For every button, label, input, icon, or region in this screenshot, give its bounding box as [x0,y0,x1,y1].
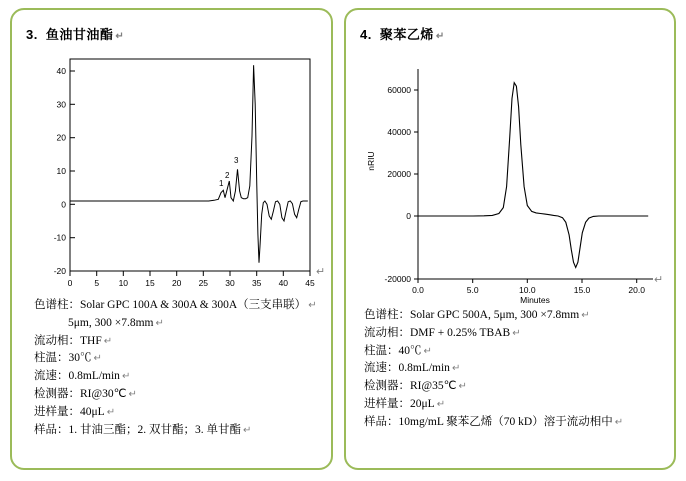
spec-label: 进样量： [364,398,410,411]
spec-row [364,378,664,396]
svg-text:30: 30 [225,278,235,288]
spec-label: 色谱柱： [34,299,80,311]
spec-label: 样品： [364,415,399,428]
spec-row [364,360,664,378]
spec-row [34,333,324,351]
svg-text:40: 40 [278,278,289,288]
svg-text:0: 0 [67,278,73,288]
chart-svg-right [358,51,663,303]
svg-text:-20000: -20000 [384,274,411,284]
spec-row [364,396,664,414]
y-axis-right [366,69,418,284]
panel-polystyrene [344,8,676,470]
spec-value: 20μL [410,398,435,411]
plot-frame [70,59,310,271]
pilcrow-mark: ↵ [436,399,446,411]
pilcrow-mark: ↵ [308,300,317,311]
svg-text:0: 0 [406,211,411,221]
spec-value: 5μm, 300 ×7.8mm [68,316,154,329]
spec-row [364,414,664,432]
spec-value: 40℃ [398,344,422,357]
svg-text:20: 20 [56,132,66,143]
x-axis-right [412,279,653,295]
pilcrow-mark: ↵ [121,371,131,383]
pilcrow-mark: ↵ [581,310,590,321]
pilcrow-mark: ↵ [458,381,467,393]
spec-row [34,368,324,386]
peak-label-2: 2 [225,171,230,180]
y-axis-title: nRIU [366,151,376,171]
spec-row [364,325,664,343]
spec-label: 柱温： [34,352,69,365]
panel-number-right: 4. [360,27,372,42]
panel-number-left: 3. [26,27,38,42]
spec-value: Solar GPC 100A & 300A & 300A（三支串联） [80,299,307,311]
svg-text:10: 10 [56,166,66,176]
spec-row [34,297,324,315]
svg-text:10: 10 [118,278,129,288]
svg-text:-10: -10 [53,232,66,243]
spec-label: 流动相： [364,326,410,339]
pilcrow-mark: ↵ [115,31,125,42]
trace-ri-right [418,83,648,268]
svg-text:20: 20 [171,278,182,288]
spec-list-left [34,297,324,440]
svg-text:0: 0 [61,199,66,210]
svg-text:60000: 60000 [387,85,411,95]
pilcrow-mark: ↵ [243,424,252,436]
pilcrow-mark: ↵ [435,31,445,42]
spec-value: 30℃ [68,352,92,365]
pilcrow-mark: ↵ [93,353,102,365]
spec-value: 1. 甘油三酯；2. 双甘酯；3. 单甘酯 [68,423,241,436]
svg-text:20.0: 20.0 [628,285,645,295]
spec-row [34,315,324,333]
pilcrow-mark: ↵ [316,266,326,278]
spec-label: 流速： [34,370,69,383]
spec-value: 40μL [80,405,105,418]
svg-text:15: 15 [145,278,155,288]
svg-text:20000: 20000 [387,169,411,179]
svg-text:5.0: 5.0 [466,285,479,295]
svg-text:45: 45 [305,278,315,288]
spec-label: 柱温： [364,344,399,357]
pilcrow-mark: ↵ [155,317,164,329]
spec-value: Solar GPC 500A, 5μm, 300 ×7.8mm [410,309,580,321]
spec-value: RI@35℃ [410,380,457,393]
chromatogram-left [26,51,326,291]
panel-oil-glyceride [10,8,333,470]
x-axis-title: Minutes [520,295,550,303]
pilcrow-mark: ↵ [423,345,432,357]
spec-label: 进样量： [34,405,80,418]
spec-value: RI@30℃ [80,388,127,401]
peak-label-1: 1 [219,179,224,188]
pilcrow-mark: ↵ [128,389,137,401]
spec-label: 流速： [364,362,399,375]
spec-value: 10mg/mL 聚苯乙烯（70 kD）溶于流动相中 [398,415,613,428]
spec-label: 检测器： [34,388,80,401]
pilcrow-mark: ↵ [106,406,116,418]
spec-value: DMF + 0.25% TBAB [410,326,511,339]
spec-row [364,343,664,361]
pilcrow-mark: ↵ [512,327,521,339]
panel-title-right [360,24,674,43]
peak-label-3: 3 [234,156,239,165]
svg-text:25: 25 [198,278,209,288]
pilcrow-mark: ↵ [451,363,461,375]
spec-row [364,307,664,325]
spec-value: 0.8mL/min [68,370,120,383]
chart-svg-left [26,51,318,291]
pilcrow-mark: ↵ [614,416,624,428]
pilcrow-mark: ↵ [103,335,113,347]
spec-label: 样品： [34,423,69,436]
spec-list-right [364,307,664,432]
pilcrow-mark: ↵ [654,274,664,286]
svg-text:-20: -20 [53,266,66,276]
spec-value: THF [80,334,102,347]
svg-text:10.0: 10.0 [519,285,536,295]
svg-text:40: 40 [56,66,66,76]
spec-row [34,422,324,440]
chromatogram-right [358,51,663,303]
x-axis-left [68,271,315,288]
svg-text:0.0: 0.0 [412,285,424,295]
svg-text:35: 35 [251,278,262,288]
spec-value: 0.8mL/min [398,362,450,375]
spec-label: 色谱柱： [364,309,410,321]
panel-title-left [26,24,331,43]
svg-text:40000: 40000 [387,127,411,137]
svg-text:30: 30 [56,99,66,110]
svg-text:15.0: 15.0 [573,285,591,295]
spec-row [34,404,324,422]
spec-row [34,350,324,368]
spec-label: 流动相： [34,334,80,347]
svg-text:5: 5 [94,278,100,288]
panel-title-text-left: 鱼油甘油酯 [45,27,114,42]
spec-label: 检测器： [364,380,410,393]
panel-title-text-right: 聚苯乙烯 [379,27,434,42]
spec-row [34,386,324,404]
